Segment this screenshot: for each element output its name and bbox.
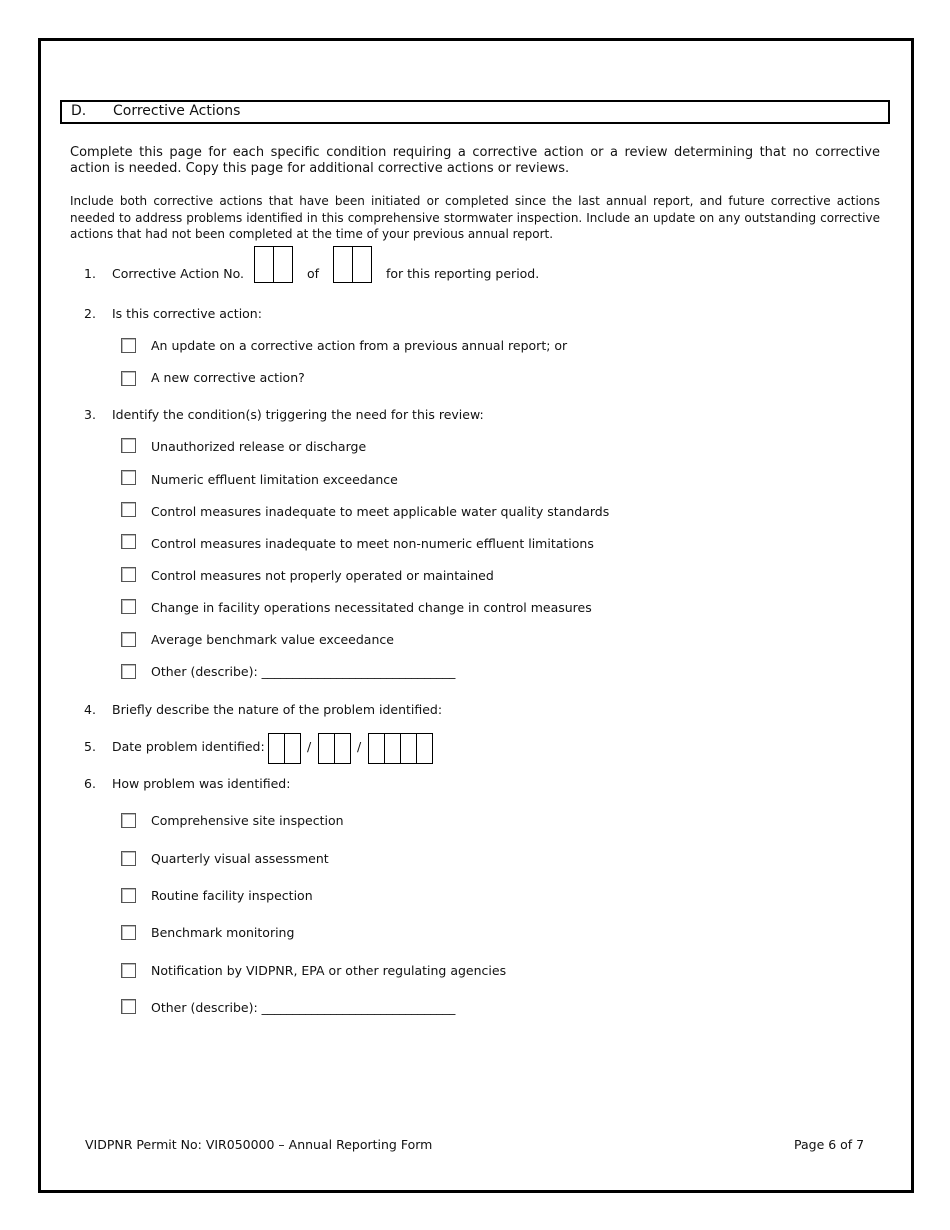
option-label: Other (describe): _______________________________ — [151, 664, 456, 679]
checkbox-benchmark-monitoring[interactable] — [121, 925, 136, 940]
q1-of: of — [307, 266, 320, 281]
checkbox-agency-notification[interactable] — [121, 963, 136, 978]
checkbox-benchmark-exceedance[interactable] — [121, 632, 136, 647]
checkbox-numeric-exceedance[interactable] — [121, 470, 136, 485]
digit-box[interactable] — [417, 734, 432, 763]
checkbox-visual-assessment[interactable] — [121, 851, 136, 866]
checkbox-other-condition[interactable] — [121, 664, 136, 679]
digit-box[interactable] — [255, 247, 274, 282]
footer-permit: VIDPNR Permit No: VIR050000 – Annual Reporting Form — [85, 1137, 433, 1152]
q3-label: Identify the condition(s) triggering the need for this review: — [112, 407, 484, 422]
option-label: Comprehensive site inspection — [151, 813, 344, 828]
option-label: Change in facility operations necessitated change in control measures — [151, 600, 592, 615]
checkbox-other-identification[interactable] — [121, 999, 136, 1014]
q1-number: 1. — [84, 266, 96, 281]
checkbox-water-quality[interactable] — [121, 502, 136, 517]
date-month-field[interactable] — [268, 733, 301, 764]
digit-box[interactable] — [334, 247, 353, 282]
q6-label: How problem was identified: — [112, 776, 291, 791]
digit-box[interactable] — [353, 247, 371, 282]
digit-box[interactable] — [369, 734, 385, 763]
digit-box[interactable] — [269, 734, 285, 763]
digit-box[interactable] — [319, 734, 335, 763]
q4-number: 4. — [84, 702, 96, 717]
q1-label: Corrective Action No. — [112, 266, 245, 281]
date-day-field[interactable] — [318, 733, 351, 764]
option-label: A new corrective action? — [151, 370, 305, 385]
checkbox-operations-change[interactable] — [121, 599, 136, 614]
checkbox-update-previous[interactable] — [121, 338, 136, 353]
digit-box[interactable] — [385, 734, 401, 763]
digit-box[interactable] — [335, 734, 350, 763]
option-label: Control measures inadequate to meet applicable water quality standards — [151, 504, 610, 519]
date-year-field[interactable] — [368, 733, 433, 764]
checkbox-new-action[interactable] — [121, 371, 136, 386]
date-separator: / — [357, 739, 362, 754]
date-separator: / — [307, 739, 312, 754]
option-label: Average benchmark value exceedance — [151, 632, 394, 647]
option-label: Routine facility inspection — [151, 888, 313, 903]
footer-page-number: Page 6 of 7 — [794, 1137, 865, 1152]
q5-label: Date problem identified: — [112, 739, 265, 754]
option-label: Other (describe): _______________________________ — [151, 1000, 456, 1015]
section-header — [60, 100, 890, 124]
checkbox-site-inspection[interactable] — [121, 813, 136, 828]
section-letter: D. — [71, 103, 87, 119]
checkbox-not-maintained[interactable] — [121, 567, 136, 582]
checkbox-routine-inspection[interactable] — [121, 888, 136, 903]
q1-suffix: for this reporting period. — [386, 266, 540, 281]
checkbox-unauthorized-release[interactable] — [121, 438, 136, 453]
q6-number: 6. — [84, 776, 96, 791]
option-label: Unauthorized release or discharge — [151, 439, 367, 454]
option-label: Quarterly visual assessment — [151, 851, 329, 866]
q4-label: Briefly describe the nature of the problem identified: — [112, 702, 443, 717]
q2-number: 2. — [84, 306, 96, 321]
digit-box[interactable] — [285, 734, 300, 763]
digit-box[interactable] — [274, 247, 292, 282]
q2-label: Is this corrective action: — [112, 306, 262, 321]
corrective-action-number-field[interactable] — [254, 246, 293, 283]
checkbox-non-numeric[interactable] — [121, 534, 136, 549]
digit-box[interactable] — [401, 734, 417, 763]
q3-number: 3. — [84, 407, 96, 422]
corrective-action-total-field[interactable] — [333, 246, 372, 283]
q5-number: 5. — [84, 739, 96, 754]
option-label: Numeric effluent limitation exceedance — [151, 472, 398, 487]
option-label: Control measures not properly operated or maintained — [151, 568, 494, 583]
option-label: Control measures inadequate to meet non-numeric effluent limitations — [151, 536, 594, 551]
option-label: Notification by VIDPNR, EPA or other regulating agencies — [151, 963, 507, 978]
section-title: Corrective Actions — [113, 103, 241, 119]
intro-paragraph-1: Complete this page for each specific condition requiring a corrective action or a review determining that no corrective action is needed. Copy this page for additional corrective actions or reviews. — [70, 145, 880, 176]
option-label: An update on a corrective action from a previous annual report; or — [151, 338, 568, 353]
option-label: Benchmark monitoring — [151, 925, 295, 940]
intro-paragraph-2: Include both corrective actions that have been initiated or completed since the last annual report, and future corrective actions needed to address problems identified in this comprehensive stormwater inspection. Include an update on any outstanding corrective actions that had not been completed at the time of your previous annual report. — [70, 194, 880, 241]
